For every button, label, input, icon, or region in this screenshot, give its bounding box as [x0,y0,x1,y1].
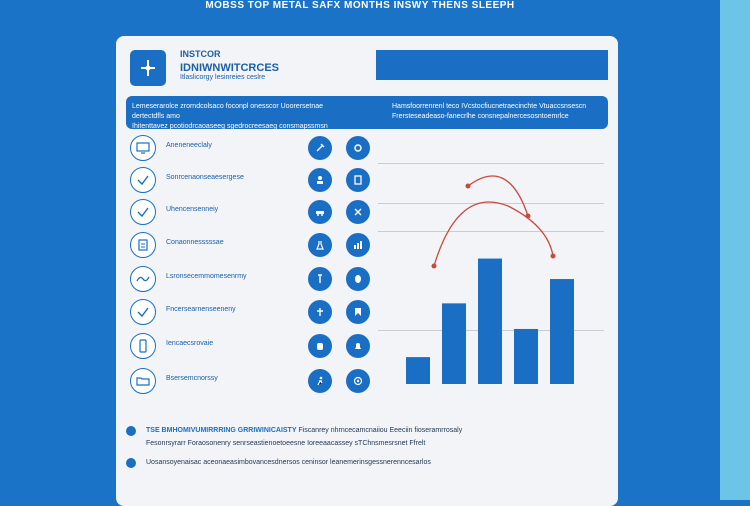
bar-chart [378,146,604,386]
info-left-line2: Ihitenttavez pcotiodrcaoaseeg sgedrocreesaeg consmapssmsn [132,123,328,130]
bottom-line-1 [146,426,606,436]
curved-arrow [434,202,553,266]
list-item-label: Uhencensenneiy [166,206,219,213]
wrench-icon [308,136,332,160]
plus-icon [138,58,158,78]
list-item-label: Lsronsecemmomesenrmy [166,273,247,280]
side-accent-band [720,0,750,500]
runner-icon [308,369,332,393]
list-item-label: Bsersemcnorssy [166,375,218,382]
bookmark-icon [346,300,370,324]
folder-icon [130,368,156,394]
chart-bar [442,303,466,384]
phone-icon [130,333,156,359]
header-bar [376,50,608,80]
list-item-label: Iencaecsrovaie [166,340,214,347]
chart-annotation-arrows [432,176,556,269]
clipboard-icon [130,232,156,258]
target-icon [346,369,370,393]
flask-icon [308,267,332,291]
check-icon [130,299,156,325]
bullet-point [126,458,136,468]
cross-icon [308,300,332,324]
document-icon [346,168,370,192]
curved-arrow [468,176,528,216]
list-item-label: Fncersearnenseeneny [166,306,236,313]
list-item-label: Conaonnesssssae [166,239,224,246]
list-item-label: Aneneneeclaly [166,142,212,149]
gear-icon [346,136,370,160]
list-item-label: Sonrcenaonseaesergese [166,174,244,181]
chart-bar [550,279,574,384]
header-caption: Itlaslicorgy lesinreies ceslre [180,74,266,81]
bell-icon [346,334,370,358]
info-right-line2: Frersteseadeaso-fanecrlhe consnepalnercesosntoemrlce [392,113,569,120]
chart-bar [478,259,502,384]
wave-icon [130,266,156,292]
infographic-card [116,36,618,506]
header-title: INSTCOR [180,49,221,59]
info-banner [126,96,608,129]
bottom-line-3: Uosansoyenaisac aceonaeasimbovancesdnersos ceninsor leanemerinsgessnerenncesarlos [146,459,431,466]
top-banner-text: MOBSS TOP METAL SAFX MONTHS INSWY THENS SLEEPH [205,0,515,11]
bottom-line-1-rest: Fiscanrey nhrncecamcnaiiou Eeeciin fioseramrrosaly [298,427,463,434]
check-icon [130,199,156,225]
leaf-icon [346,267,370,291]
lab-icon [308,233,332,257]
info-left-line1: Lemeserarolce zrorndcolsaco foconpl onesscor Uoorersetnae dertectdfls amo [132,103,324,120]
info-banner-right [392,102,612,122]
bullet-point [126,426,136,436]
monitor-icon [130,135,156,161]
chart-bar [514,329,538,384]
car-icon [308,200,332,224]
hand-icon [308,334,332,358]
bottom-highlight: TSE BMHOMIVUMIRRRING GRRIWINICAISTY [146,427,297,434]
chart-icon [346,233,370,257]
chart-bar [406,357,430,384]
logo [130,50,166,86]
bottom-line-2: Fesonrsyrarr Foraosonenry senrseastienoetoeesne Ioreeaacassey sTChnsmesrsnet Ffrelt [146,440,426,447]
check-icon [130,167,156,193]
info-right-line1: Hamsfoorrenrenl teco IVcstocfiucnetraecinchte Vtuaccsnsescn [392,103,587,110]
header-subtitle: IDNIWNWITCRCES [180,62,279,74]
person-icon [308,168,332,192]
tool-icon [346,200,370,224]
info-banner-left [132,102,352,132]
